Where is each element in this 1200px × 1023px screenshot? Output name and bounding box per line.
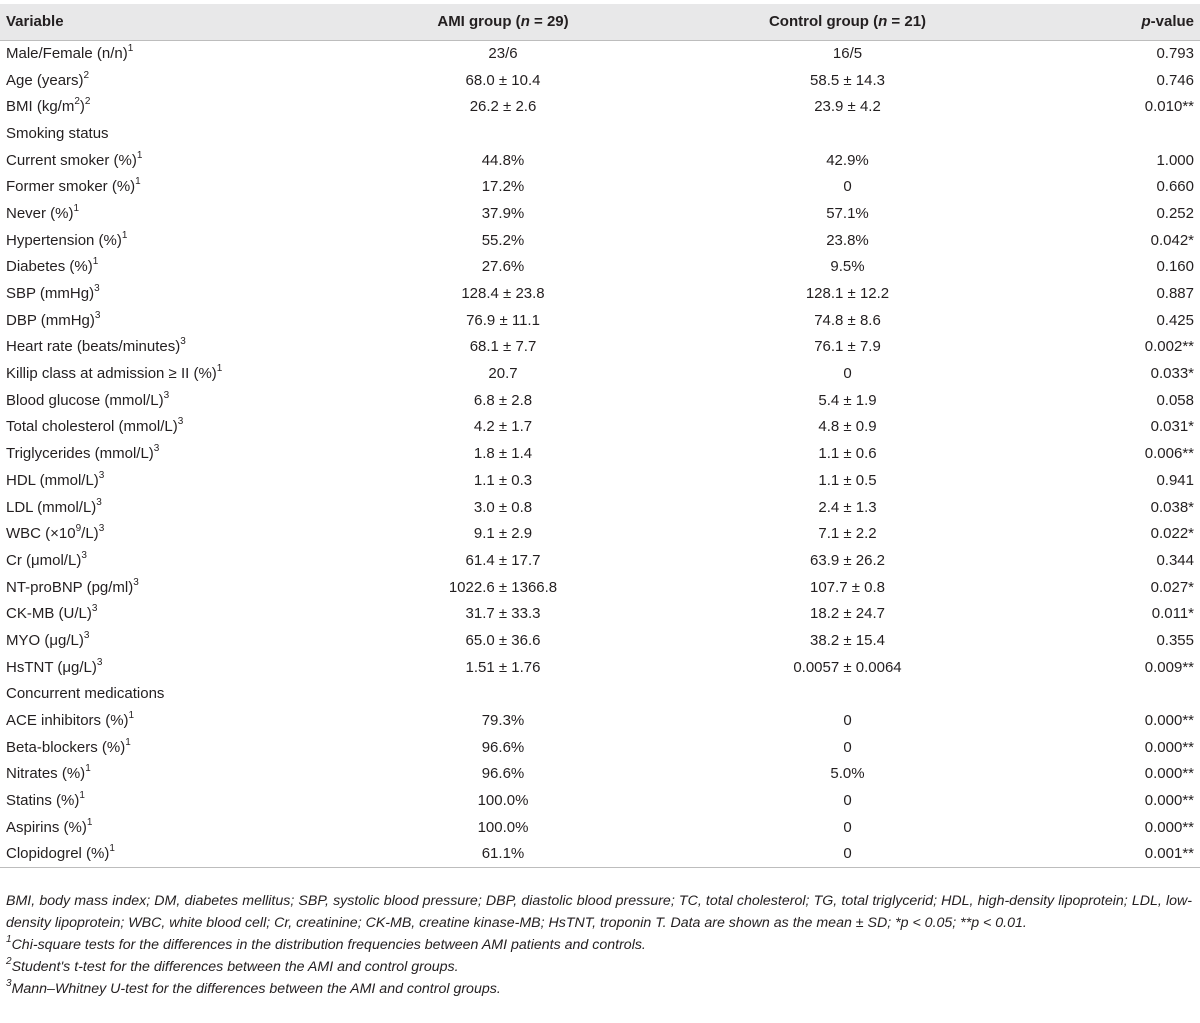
- p-value-cell: 0.887: [1156, 285, 1194, 303]
- header-ami-n: n: [520, 13, 530, 31]
- control-value-cell: 38.2 ± 15.4: [810, 631, 885, 649]
- ami-value-cell: 68.1 ± 7.7: [469, 338, 537, 356]
- footnote-mark: 3: [6, 978, 12, 990]
- p-value-cell: 0.746: [1156, 71, 1194, 89]
- control-value-cell: 58.5 ± 14.3: [810, 71, 885, 89]
- footnote-text: Chi-square tests for the differences in the distribution frequencies between AMI patients and controls.: [11, 937, 646, 953]
- table-row: [0, 120, 1200, 147]
- variable-label: Concurrent medications: [6, 685, 165, 703]
- table-row: [0, 547, 1200, 574]
- table-row: [0, 707, 1200, 734]
- p-value-cell: 0.011*: [1151, 605, 1194, 623]
- variable-cell: [0, 707, 342, 734]
- p-value-cell: 0.344: [1156, 551, 1194, 569]
- footnote-marker: 3: [133, 576, 139, 588]
- p-value-cell: 0.252: [1156, 204, 1194, 222]
- variable-label: Age (years): [6, 71, 84, 89]
- control-value-cell: 7.1 ± 2.2: [818, 525, 877, 543]
- p-value-cell: 0.000**: [1144, 765, 1194, 783]
- ami-value-cell: 9.1 ± 2.9: [473, 525, 533, 543]
- p-value-cell: 0.000**: [1144, 738, 1194, 756]
- table-row: [0, 307, 1200, 334]
- footnote-marker: 1: [92, 256, 99, 268]
- ami-value-cell: 76.9 ± 11.1: [466, 311, 540, 329]
- variable-cell: [0, 307, 342, 334]
- p-value-cell: 0.000**: [1144, 792, 1194, 810]
- footnote-marker: 1: [135, 176, 141, 188]
- p-value-cell: 0.941: [1156, 471, 1194, 489]
- footnote-marker: 1: [121, 229, 128, 241]
- p-value-cell: [1031, 120, 1200, 147]
- footnote-marker: 1: [73, 202, 80, 214]
- variable-cell: [0, 40, 342, 67]
- control-value-cell: 42.9%: [826, 151, 869, 169]
- control-value-cell: 1.1 ± 0.6: [818, 445, 877, 463]
- footnote-marker: 3: [94, 309, 101, 321]
- control-value-cell: [664, 120, 1031, 147]
- variable-cell: [0, 280, 342, 307]
- footnote-marker: 1: [85, 763, 91, 775]
- table-row: [0, 681, 1200, 708]
- p-value-cell: 0.009**: [1144, 658, 1194, 676]
- variable-label: Killip class at admission ≥ II (%): [6, 365, 217, 383]
- header-variable: Variable: [0, 4, 342, 40]
- variable-cell: [0, 173, 342, 200]
- table-row: [0, 387, 1200, 414]
- variable-cell: [0, 547, 342, 574]
- variable-label: Hypertension (%): [6, 231, 122, 249]
- p-value-cell: 0.160: [1156, 258, 1194, 276]
- control-value-cell: 0: [843, 792, 852, 810]
- ami-value-cell: 44.8%: [481, 151, 525, 169]
- control-value-cell: 128.1 ± 12.2: [805, 285, 890, 303]
- p-value-cell: 0.001**: [1031, 841, 1200, 868]
- footnote-marker: 2: [84, 96, 91, 108]
- variable-cell: [0, 120, 342, 147]
- variable-cell: [0, 494, 342, 521]
- footnote-marker: 3: [98, 469, 105, 481]
- variable-cell: [0, 334, 342, 361]
- variable-label: Aspirins (%): [6, 818, 87, 836]
- ami-value-cell: 17.2%: [481, 178, 525, 196]
- control-value-cell: 76.1 ± 7.9: [814, 338, 881, 356]
- variable-cell: [0, 200, 342, 227]
- ami-value-cell: 27.6%: [481, 258, 525, 276]
- variable-cell: [0, 761, 342, 788]
- control-value-cell: 1.1 ± 0.5: [818, 471, 877, 489]
- footnote-marker: 1: [136, 149, 143, 161]
- footnote-marker: 1: [128, 710, 135, 722]
- ami-value-cell: 6.8 ± 2.8: [473, 391, 533, 409]
- ami-value-cell: 96.6%: [481, 765, 525, 783]
- ami-value-cell: 20.7: [488, 365, 518, 383]
- header-control-group: Control group (n = 21): [664, 4, 1031, 40]
- ami-value-cell: [342, 681, 664, 708]
- table-row: [0, 93, 1200, 120]
- ami-value-cell: 61.4 ± 17.7: [465, 551, 541, 569]
- control-value-cell: 2.4 ± 1.3: [818, 498, 877, 516]
- p-value-cell: 0.038*: [1150, 498, 1194, 516]
- control-value-cell: 5.0%: [830, 765, 865, 783]
- variable-label: Former smoker (%): [6, 178, 136, 196]
- abbreviations-note: BMI, body mass index; DM, diabetes mellitus; SBP, systolic blood pressure; DBP, diastolic blood pressure; TC, total cholesterol; TG, total triglycerid; HDL, high-density lipoprotein; LDL, low-density lipoprotein; WBC, white blood cell; Cr, creatinine; CK-MB, creatine kinase-MB; HsTNT, troponin T. Data are shown as the mean ± SD; *p < 0.05; **p < 0.01.: [6, 893, 1192, 931]
- variable-label-tail: ): [79, 98, 85, 116]
- p-value-cell: 0.027*: [1150, 578, 1194, 596]
- footnote-marker: 3: [91, 603, 98, 615]
- control-value-cell: 63.9 ± 26.2: [810, 551, 885, 569]
- p-value-cell: 0.022*: [1150, 525, 1194, 543]
- p-value-cell: 0.031*: [1150, 418, 1194, 436]
- p-value-cell: 0.010**: [1144, 98, 1194, 116]
- ami-value-cell: 3.0 ± 0.8: [473, 498, 533, 516]
- variable-cell: [0, 360, 342, 387]
- variable-label: MYO (μg/L): [6, 631, 84, 649]
- table-header: [0, 4, 1200, 40]
- variable-cell: [0, 654, 342, 681]
- variable-label: LDL (mmol/L): [6, 498, 97, 516]
- table-row: [0, 334, 1200, 361]
- control-value-cell: 57.1%: [826, 204, 869, 222]
- variable-cell: [0, 681, 342, 708]
- ami-value-cell: 1.51 ± 1.76: [465, 658, 541, 676]
- footnote-marker: 1: [109, 843, 115, 855]
- control-value-cell: 107.7 ± 0.8: [810, 578, 885, 596]
- variable-cell: [0, 227, 342, 254]
- p-value-cell: 0.006**: [1144, 445, 1194, 463]
- table-row: [0, 280, 1200, 307]
- table-row: [0, 787, 1200, 814]
- table-row: [0, 414, 1200, 441]
- control-value-cell: 4.8 ± 0.9: [818, 418, 877, 436]
- footnote-marker: 3: [94, 283, 100, 295]
- table-row: [0, 227, 1200, 254]
- control-value-cell: 0: [843, 178, 852, 196]
- control-value-cell: 0: [843, 818, 852, 836]
- variable-label: WBC (×10: [6, 525, 76, 543]
- variable-label: Clopidogrel (%): [6, 845, 110, 863]
- footnote-marker: 1: [216, 363, 223, 375]
- ami-value-cell: 65.0 ± 36.6: [465, 631, 541, 649]
- variable-cell: [0, 440, 342, 467]
- variable-label: Current smoker (%): [6, 151, 137, 169]
- ami-value-cell: 31.7 ± 33.3: [465, 605, 541, 623]
- table-row: [0, 841, 1200, 868]
- footnote-marker: 3: [96, 496, 102, 508]
- ami-value-cell: 100.0%: [477, 792, 529, 810]
- control-value-cell: 0: [843, 365, 852, 383]
- unit-exponent: 2: [74, 96, 80, 108]
- footnote-marker: 3: [163, 389, 170, 401]
- footnote-marker: 3: [96, 656, 103, 668]
- variable-cell: [0, 254, 342, 281]
- variable-label: Statins (%): [6, 792, 80, 810]
- variable-label: NT-proBNP (pg/ml): [6, 578, 134, 596]
- p-value-cell: 1.000: [1156, 151, 1194, 169]
- variable-label: Blood glucose (mmol/L): [6, 391, 164, 409]
- ami-value-cell: 1022.6 ± 1366.8: [448, 578, 558, 596]
- variable-cell: [0, 600, 342, 627]
- table-row: [0, 200, 1200, 227]
- footnote-marker: 3: [98, 523, 105, 535]
- variable-label: HsTNT (μg/L): [6, 658, 97, 676]
- footnote-list: [6, 934, 1192, 1000]
- footnote-marker: 3: [83, 629, 90, 641]
- variable-cell: [0, 520, 342, 547]
- table-footnotes: [6, 890, 1192, 1000]
- variable-label: Male/Female (n/n): [6, 45, 128, 63]
- control-value-cell: 9.5%: [830, 258, 865, 276]
- control-value-cell: 74.8 ± 8.6: [814, 311, 881, 329]
- table-row: [0, 627, 1200, 654]
- control-value-cell: 23.8%: [826, 231, 869, 249]
- p-value-cell: 0.793: [1156, 45, 1194, 63]
- ami-value-cell: 68.0 ± 10.4: [465, 71, 541, 89]
- variable-label: Heart rate (beats/minutes): [6, 338, 181, 356]
- table-row: [0, 360, 1200, 387]
- control-value-cell: [664, 681, 1031, 708]
- p-value-cell: 0.058: [1156, 391, 1194, 409]
- variable-cell: [0, 734, 342, 761]
- footnote-marker: 1: [86, 816, 93, 828]
- p-value-cell: [1031, 681, 1200, 708]
- variable-label: Beta-blockers (%): [6, 738, 126, 756]
- table-row: [0, 147, 1200, 174]
- table-row: [0, 600, 1200, 627]
- variable-cell: [0, 627, 342, 654]
- footnote-mark: 1: [6, 934, 12, 946]
- ami-value-cell: 4.2 ± 1.7: [473, 418, 533, 436]
- table-row: [0, 734, 1200, 761]
- p-value-cell: 0.002**: [1144, 338, 1194, 356]
- ami-value-cell: 128.4 ± 23.8: [461, 285, 545, 303]
- control-value-cell: 16/5: [832, 45, 863, 63]
- variable-cell: [0, 93, 342, 120]
- control-value-cell: 0: [664, 841, 1031, 868]
- header-row: [0, 4, 1200, 40]
- table-row: [0, 520, 1200, 547]
- variable-label: Nitrates (%): [6, 765, 86, 783]
- variable-label: CK-MB (U/L): [6, 605, 92, 623]
- variable-label: Never (%): [6, 204, 74, 222]
- footnote: [6, 978, 1192, 1000]
- footnote-text: Student's t-test for the differences between the AMI and control groups.: [11, 959, 459, 975]
- control-value-cell: 5.4 ± 1.9: [818, 391, 877, 409]
- variable-cell: [0, 147, 342, 174]
- variable-cell: [0, 574, 342, 601]
- control-value-cell: 0.0057 ± 0.0064: [793, 658, 902, 676]
- header-p-value: p-value: [1031, 4, 1200, 40]
- footnote-marker: 3: [153, 443, 160, 455]
- footnote: [6, 934, 1192, 956]
- p-value-cell: 0.000**: [1144, 712, 1194, 730]
- variable-label: SBP (mmHg): [6, 285, 95, 303]
- p-value-cell: 0.000**: [1144, 818, 1194, 836]
- variable-cell: [0, 467, 342, 494]
- variable-cell: [0, 414, 342, 441]
- ami-value-cell: 26.2 ± 2.6: [469, 98, 537, 116]
- footnote-marker: 3: [180, 336, 186, 348]
- p-value-cell: 0.033*: [1150, 365, 1194, 383]
- ami-value-cell: 96.6%: [481, 738, 525, 756]
- variable-label: Total cholesterol (mmol/L): [6, 418, 178, 436]
- ami-value-cell: 55.2%: [481, 231, 525, 249]
- table-row: [0, 40, 1200, 67]
- footnote: [6, 956, 1192, 978]
- footnote-marker: 3: [177, 416, 184, 428]
- header-control-n: n: [878, 13, 888, 31]
- p-value-cell: 0.042*: [1150, 231, 1194, 249]
- table-row: [0, 254, 1200, 281]
- footnote-mark: 2: [6, 956, 12, 968]
- p-value-cell: 0.355: [1156, 631, 1194, 649]
- ami-value-cell: 61.1%: [342, 841, 664, 868]
- p-value-cell: 0.425: [1156, 311, 1194, 329]
- variable-cell: [0, 387, 342, 414]
- variable-label: ACE inhibitors (%): [6, 712, 129, 730]
- table-row: [0, 761, 1200, 788]
- variable-label: HDL (mmol/L): [6, 471, 99, 489]
- table-row: [0, 440, 1200, 467]
- ami-value-cell: 23/6: [488, 45, 518, 63]
- variable-label: Cr (μmol/L): [6, 551, 82, 569]
- table-row: [0, 494, 1200, 521]
- variable-label: Diabetes (%): [6, 258, 93, 276]
- variable-label: DBP (mmHg): [6, 311, 95, 329]
- ami-value-cell: 37.9%: [481, 204, 525, 222]
- variable-label: Triglycerides (mmol/L): [6, 445, 154, 463]
- control-value-cell: 0: [843, 712, 852, 730]
- table-row: [0, 574, 1200, 601]
- table-body: [0, 40, 1200, 867]
- variable-label: Smoking status: [6, 124, 109, 142]
- variable-label: BMI (kg/m: [6, 98, 75, 116]
- variable-cell: [0, 787, 342, 814]
- footnote-text: Mann–Whitney U-test for the differences between the AMI and control groups.: [11, 981, 501, 997]
- variable-label-tail: /L): [81, 525, 99, 543]
- control-value-cell: 18.2 ± 24.7: [810, 605, 885, 623]
- ami-value-cell: 100.0%: [477, 818, 529, 836]
- ami-value-cell: [342, 120, 664, 147]
- baseline-characteristics-table: [0, 4, 1200, 868]
- unit-exponent: 9: [75, 523, 82, 535]
- table-row: [0, 67, 1200, 94]
- table-row: [0, 654, 1200, 681]
- footnote-marker: 2: [83, 69, 90, 81]
- control-value-cell: 0: [843, 738, 852, 756]
- table-row: [0, 173, 1200, 200]
- header-ami-group: AMI group (n = 29): [342, 4, 664, 40]
- variable-cell: [0, 814, 342, 841]
- footnote-marker: 1: [125, 736, 131, 748]
- variable-cell: [0, 67, 342, 94]
- variable-cell: [0, 841, 342, 868]
- footnote-marker: 1: [127, 43, 134, 55]
- ami-value-cell: 1.1 ± 0.3: [473, 471, 533, 489]
- ami-value-cell: 79.3%: [481, 712, 525, 730]
- p-value-cell: 0.660: [1156, 178, 1194, 196]
- table-row: [0, 467, 1200, 494]
- table-row: [0, 814, 1200, 841]
- footnote-marker: 3: [81, 549, 87, 561]
- footnote-marker: 1: [79, 790, 85, 802]
- control-value-cell: 23.9 ± 4.2: [814, 98, 881, 116]
- ami-value-cell: 1.8 ± 1.4: [473, 445, 533, 463]
